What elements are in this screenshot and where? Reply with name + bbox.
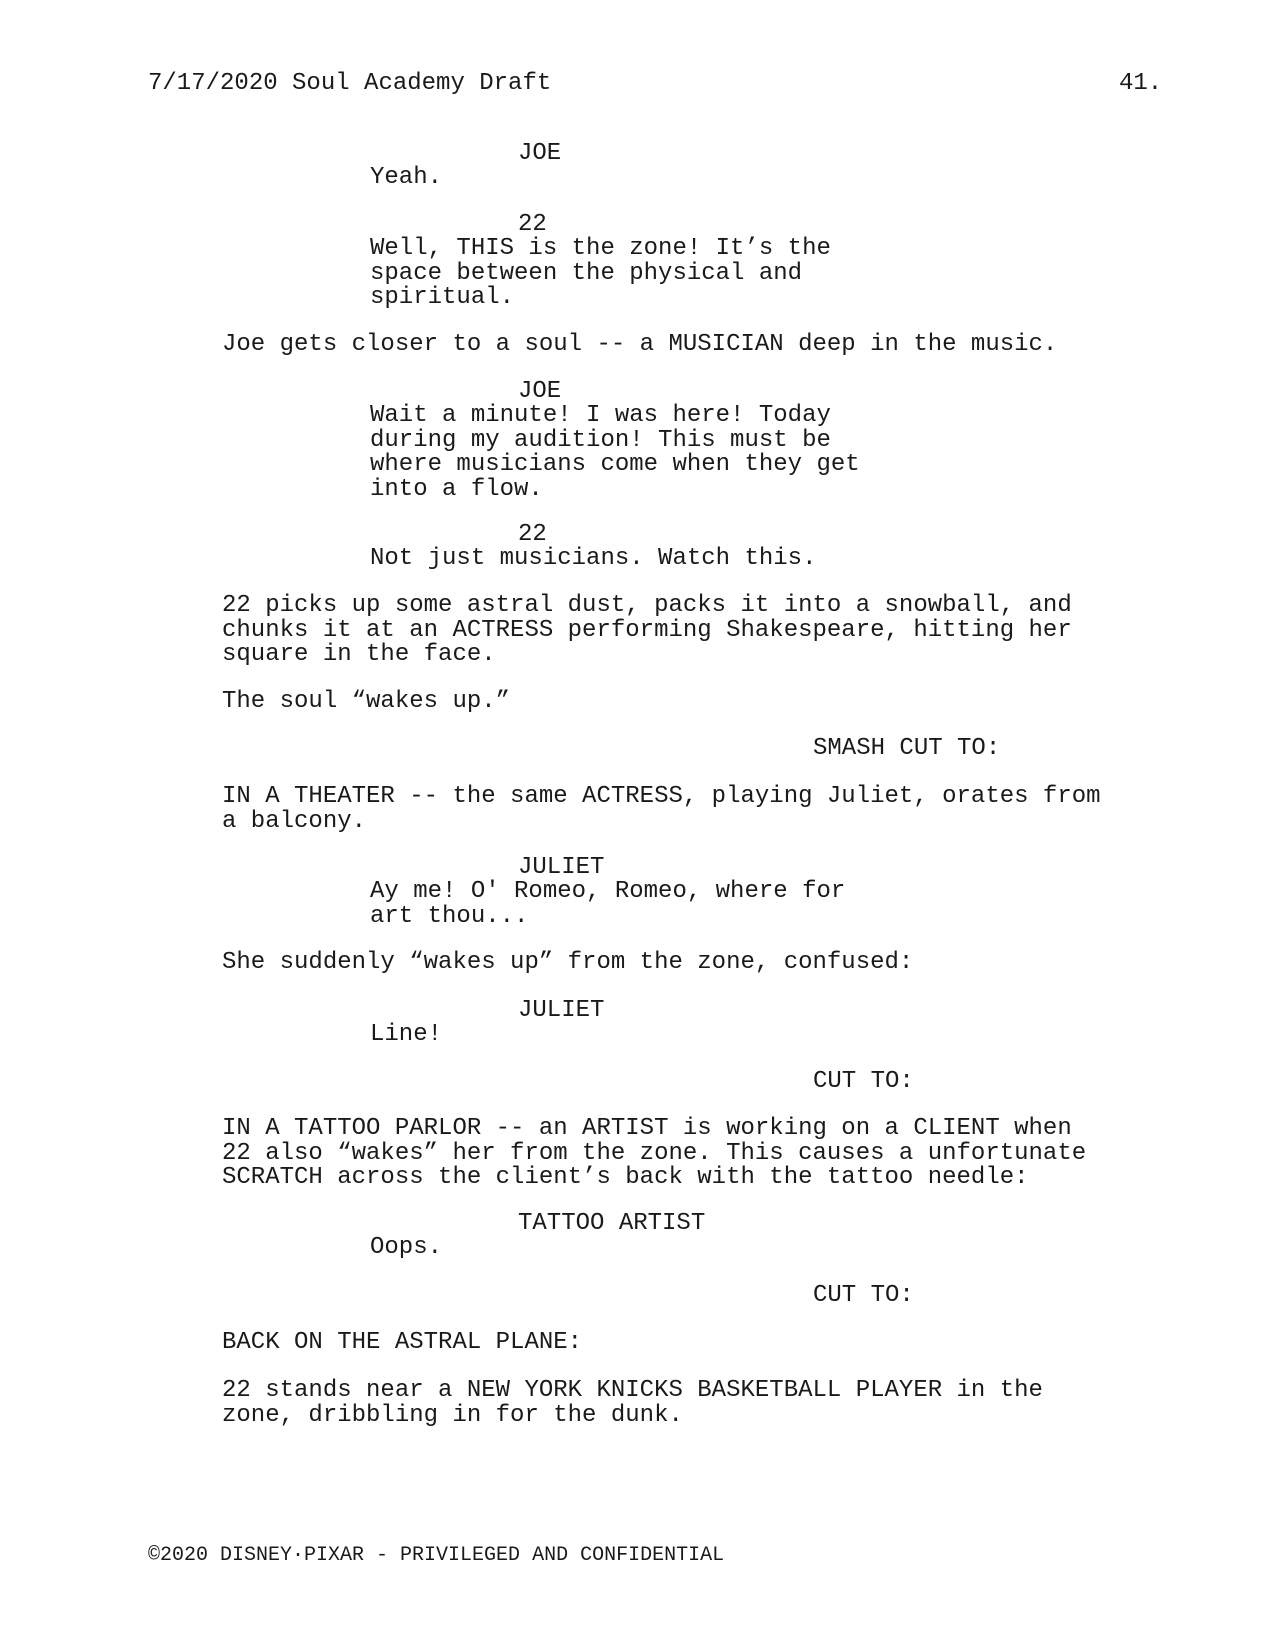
dialogue: Wait a minute! I was here! Today during my audition! This must be where musicians come when they get into a flow.	[370, 402, 860, 503]
action-line: 22 stands near a NEW YORK KNICKS BASKETBALL PLAYER in the zone, dribbling in for the dunk.	[222, 1377, 1043, 1429]
transition: SMASH CUT TO:	[813, 735, 1001, 762]
character-cue: TATTOO ARTIST	[518, 1210, 706, 1237]
character-cue: JOE	[518, 140, 562, 167]
dialogue: Yeah.	[370, 164, 443, 191]
action-line: She suddenly “wakes up” from the zone, confused:	[222, 949, 914, 976]
header-draft-title: 7/17/2020 Soul Academy Draft	[148, 70, 552, 97]
action-line: 22 picks up some astral dust, packs it into a snowball, and chunks it at an ACTRESS performing Shakespeare, hitting her square in the face.	[222, 592, 1072, 669]
confidential-footer: ©2020 DISNEY·PIXAR - PRIVILEGED AND CONFIDENTIAL	[148, 1544, 725, 1567]
transition: CUT TO:	[813, 1068, 914, 1095]
action-line: Joe gets closer to a soul -- a MUSICIAN deep in the music.	[222, 331, 1058, 358]
dialogue: Line!	[370, 1021, 443, 1048]
transition: CUT TO:	[813, 1282, 914, 1309]
character-cue: JOE	[518, 378, 562, 405]
character-cue: 22	[518, 211, 547, 238]
scene-heading: BACK ON THE ASTRAL PLANE:	[222, 1329, 583, 1356]
action-line: The soul “wakes up.”	[222, 688, 511, 715]
dialogue: Oops.	[370, 1234, 443, 1261]
character-cue: JULIET	[518, 997, 605, 1024]
dialogue: Well, THIS is the zone! It’s the space between the physical and spiritual.	[370, 235, 831, 312]
page-number: 41.	[1119, 70, 1163, 97]
dialogue: Ay me! O' Romeo, Romeo, where for art thou...	[370, 878, 846, 930]
action-line: IN A THEATER -- the same ACTRESS, playing Juliet, orates from a balcony.	[222, 783, 1101, 835]
action-line: IN A TATTOO PARLOR -- an ARTIST is working on a CLIENT when 22 also “wakes” her from the zone. This causes a unfortunate SCRATCH across the client’s back with the tattoo needle:	[222, 1115, 1087, 1192]
character-cue: 22	[518, 521, 547, 548]
dialogue: Not just musicians. Watch this.	[370, 545, 817, 572]
character-cue: JULIET	[518, 854, 605, 881]
